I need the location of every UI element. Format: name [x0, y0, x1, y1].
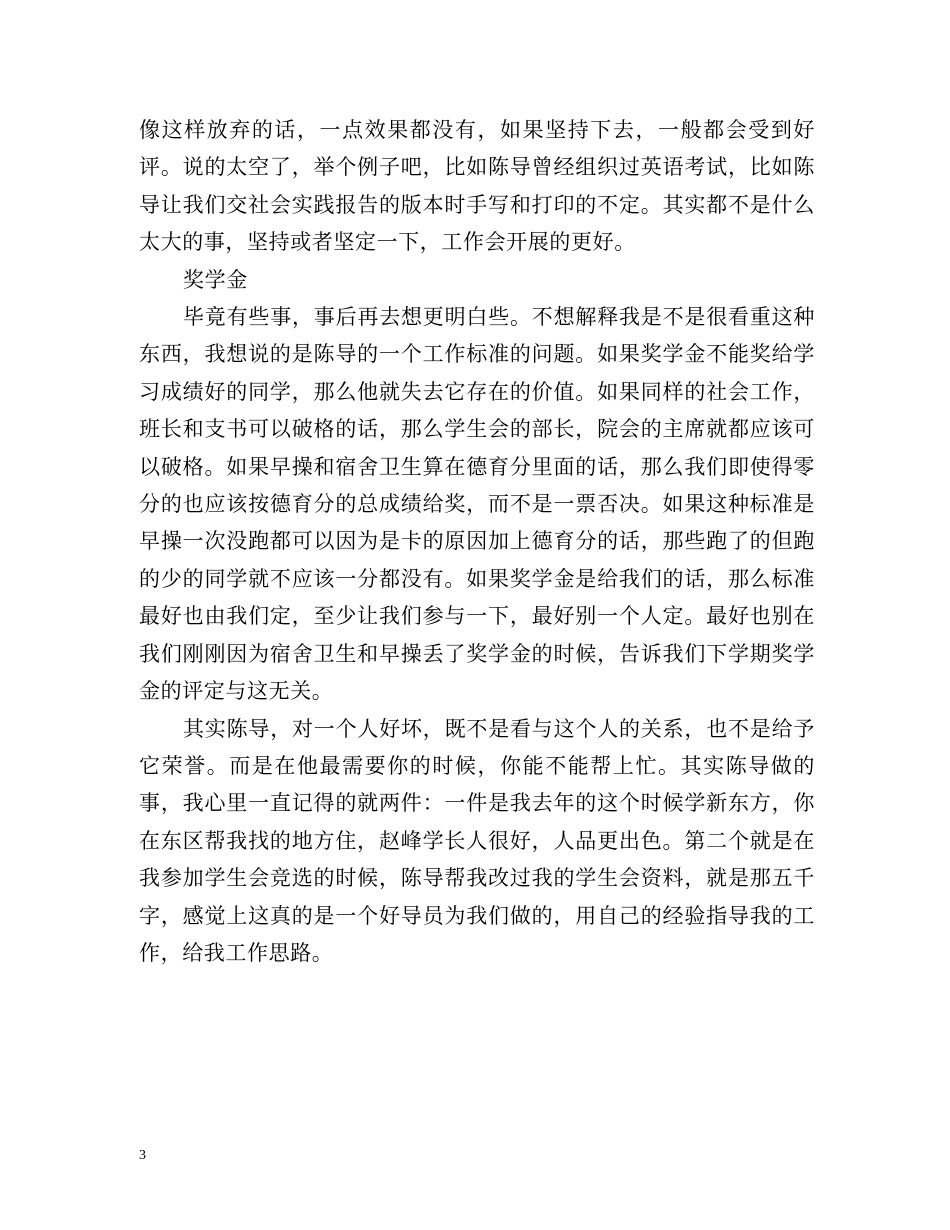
paragraph-scholarship: 毕竟有些事，事后再去想更明白些。不想解释我是不是很看重这种东西，我想说的是陈导的一个工作标准的问题。如果奖学金不能奖给学习成绩好的同学，那么他就失去它存在的价值。如果同样的社会工作，班长和支书可以破格的话，那么学生会的部长，院会的主席就都应该可以破格。如果早操和宿舍卫生算在德育分里面的话，那么我们即使得零分的也应该按德育分的总成绩给奖，而不是一票否决。如果这种标准是早操一次没跑都可以因为是卡的原因加上德育分的话，那些跑了的但跑的少的同学就不应该一分都没有。如果奖学金是给我们的话，那么标准最好也由我们定，至少让我们参与一下，最好别一个人定。最好也别在我们刚刚因为宿舍卫生和早操丢了奖学金的时候，告诉我们下学期奖学金的评定与这无关。 — [139, 305, 815, 704]
paragraph-intro: 像这样放弃的话，一点效果都没有，如果坚持下去，一般都会受到好评。说的太空了，举个例子吧，比如陈导曾经组织过英语考试，比如陈导让我们交社会实践报告的版本时手写和打印的不定。其实都不是什么太大的事，坚持或者坚定一下，工作会开展的更好。 — [139, 118, 815, 255]
section-heading-scholarship: 奖学金 — [183, 267, 248, 292]
document-body — [139, 112, 815, 972]
paragraph-closing: 其实陈导，对一个人好坏，既不是看与这个人的关系，也不是给予它荣誉。而是在他最需要你的时候，你能不能帮上忙。其实陈导做的事，我心里一直记得的就两件：一件是我去年的这个时候学新东方，你在东区帮我找的地方住，赵峰学长人很好，人品更出色。第二个就是在我参加学生会竞选的时候，陈导帮我改过我的学生会资料，就是那五千字，感觉上这真的是一个好导员为我们做的，用自己的经验指导我的工作，给我工作思路。 — [139, 716, 815, 965]
page-number: 3 — [139, 1148, 146, 1163]
